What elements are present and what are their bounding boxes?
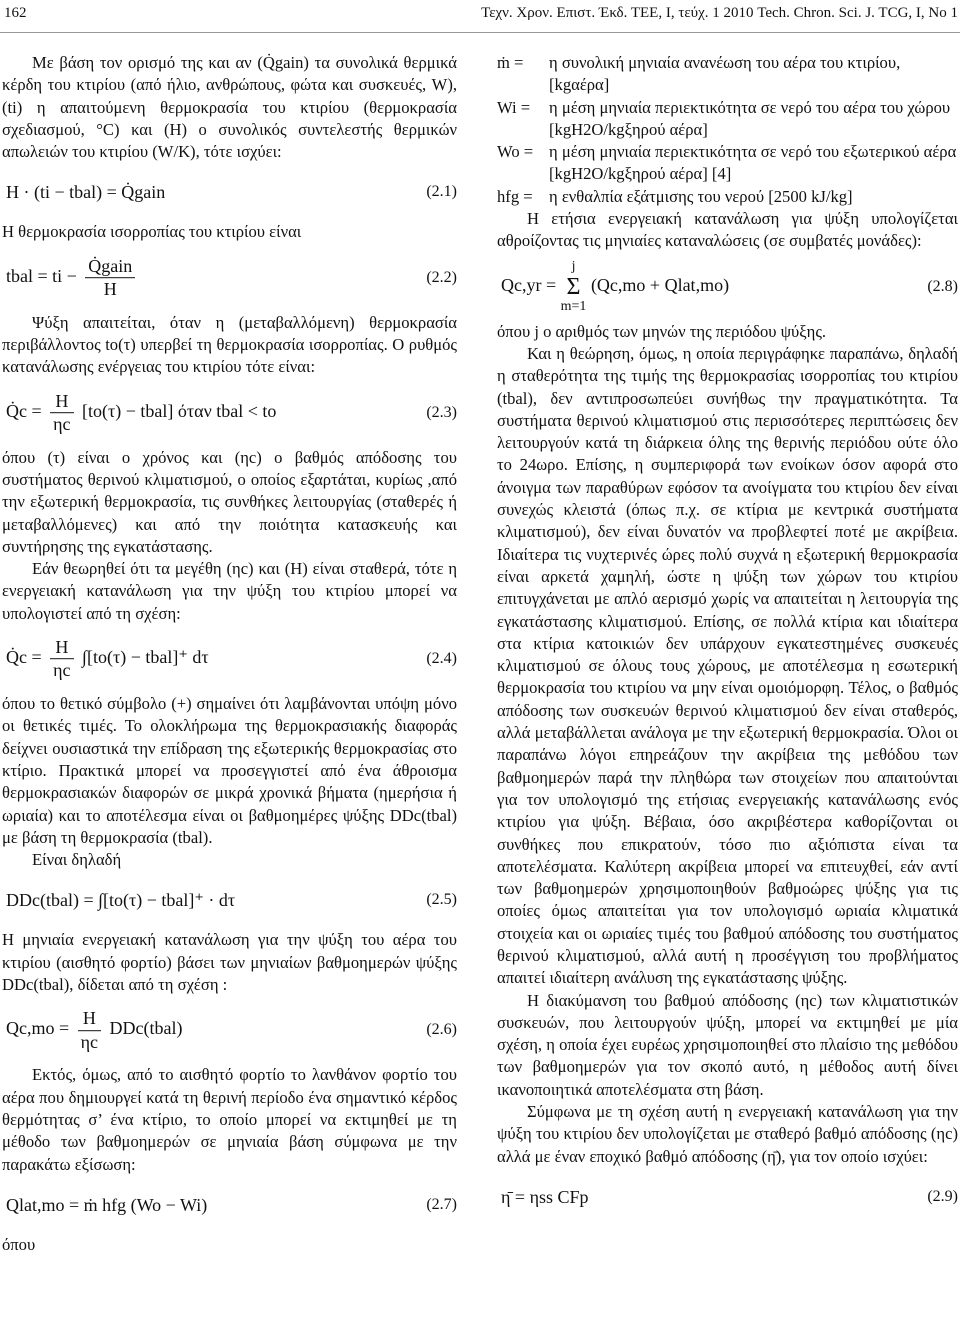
definition-text: η μέση μηνιαία περιεκτικότητα σε νερό του εξωτερικού αέρα [kgH2O/kgξηρού αέρα] [4]: [549, 142, 957, 184]
equation-number: (2.4): [426, 649, 457, 667]
paragraph: Με βάση τον ορισμό της και αν (Q̇gain) τα συνολικά θερμικά κέρδη του κτιρίου (από ήλιο, ανθρώπους, φώτα και συσκευές, W), (ti) η απαιτούμενη θερμοκρασία του κτιρίου (θερμοκρασία σχεδιασμού, °C) και (Η) ο συνολικός συντελεστής θερμικών απωλειών του κτιρίου (W/K), τότε ισχύει:: [2, 53, 457, 162]
summation: [561, 259, 587, 315]
definition-symbol: hfg =: [497, 186, 533, 206]
paragraph: όπου: [2, 1234, 36, 1254]
definition-hfg: [497, 186, 958, 208]
equation-2-5: [2, 877, 457, 923]
equation-2-2: [2, 250, 457, 306]
equation-2-3: [2, 385, 457, 441]
equation-2-8: [497, 259, 958, 315]
definition-wo: [497, 141, 958, 186]
equation-number: (2.7): [426, 1195, 457, 1213]
denominator: ηc: [53, 414, 71, 435]
equation-number: (2.1): [426, 183, 457, 201]
sum-upper: j: [571, 258, 576, 274]
definition-text: η συνολική μηνιαία ανανέωση του αέρα του κτιρίου, [kgαέρα]: [549, 53, 901, 95]
paragraph: Σύμφωνα με τη σχέση αυτή η ενεργειακή κατανάλωση για την ψύξη του κτιρίου δεν υπολογίζεται με σταθερό βαθμό απόδοσης (ηc) αλλά με έναν εποχικό βαθμό απόδοσης (η̄), για τον οποίο ισχύει:: [497, 1102, 958, 1166]
equation-2-1: [2, 169, 457, 215]
equation-lhs: Qc,mo =: [6, 1018, 70, 1039]
denominator: H: [103, 279, 117, 300]
fraction: [50, 636, 73, 682]
paragraph: Εάν θεωρηθεί ότι τα μεγέθη (ηc) και (Η) είναι σταθερά, τότε η ενεργειακή κατανάλωση για την ψύξη του κτιρίου μπορεί να υπολογιστεί από τη σχέση:: [2, 559, 457, 623]
definition-wi: [497, 97, 958, 142]
paragraph: Και η θεώρηση, όμως, η οποία περιγράφηκε παραπάνω, δηλαδή η σταθερότητα της τιμής της θερμοκρασίας ισορροπίας του κτιρίου (tbal), δεν αντιπροσωπεύει συνήθως την πραγματικότητα. Τα συστήματα θερινού κλιματισμού στις περισσότερες περιπτώσεις δεν λειτουργούν κατά τη διάρκεια όλης της θερινής περιόδου ούτε όλο το 24ωρο. Επίσης, η συμπεριφορά των ενοίκων όσον αφορά στο άνοιγμα των παραθύρων εφόσον τα ανοίγματα του κτιρίου δεν είναι συνεχώς κλειστά (όπως π.χ. σε κτίρια με κεντρικά συστήματα κλιματισμού), δεν είναι δυνατόν να προβλεφτεί ποτέ με ακρίβεια. Ιδιαίτερα τις νυχτερινές ώρες πολύ συχνά η εξωτερική θερμοκρασία είναι αρκετά χαμηλή, ώστε η ψύξη των χώρων του κτιρίου επιτυγχάνεται με απλό αερισμό χωρίς να απαιτείται η λειτουργία της εγκατάστασης κλιματισμού. Επίσης, σε πολλά κτίρια και ιδιαίτερα στα κτίρια κατοικιών δεν υπάρχουν εγκατεστημένες συσκευές κλιματισμού σε όλους τους χώρους, με αποτέλεσμα η εσωτερική θερμοκρασία του κτιρίου να μην είναι ομοιόμορφη. Τέλος, ο βαθμός απόδοσης των συσκευών θερινού κλιματισμού δεν είναι σταθερός, αλλά μεταβάλλεται ανάλογα με την εξωτερική θερμοκρασία. Όλοι οι παραπάνω λόγοι επηρεάζουν την ακρίβεια της μεθόδου των βαθμοημερών παρά την πληθώρα των στοιχείων που απαιτούνται για τον υπολογισμό της ετήσιας ενεργειακής κατανάλωσης ενός κτιρίου για ψύξη. Βέβαια, όσο ακριβέστερα καθορίζονται οι συνθήκες που επικρατούν, τόσο πιο αξιόπιστα είναι τα αποτελέσματα. Καλύτερη ακρίβεια μπορεί να επιτευχθεί, εάν αντί των βαθμοημερών χρησιμοποιηθούν βαθμοώρες ψύξης για τις οποίες όμως απαιτείται για τον υπολογισμό ωριαία κλιματικά στοιχεία και οι ωριαίες τιμές του βαθμού απόδοσης του συστήματος θερινού κλιματισμού, αλλά αυτή η προσέγγιση του προβλήματος απαιτεί ιδιαίτερη ανάλυση της εγκατάστασης ψύξης.: [497, 343, 958, 988]
paragraph: Ψύξη απαιτείται, όταν η (μεταβαλλόμενη) θερμοκρασία περιβάλλοντος to(τ) υπερβεί τη θερμοκρασία ισορροπίας. Ο ρυθμός κατανάλωσης ενέργειας του κτιρίου τότε είναι:: [2, 312, 457, 377]
numerator: H: [50, 636, 73, 659]
page-header: [0, 0, 960, 33]
paragraph: όπου (τ) είναι ο χρόνος και (ηc) ο βαθμός απόδοσης του συστήματος θερινού κλιματισμού, ο οποίος εξαρτάται, κυρίως ,από την εξωτερική θερμοκρασία, τις συνθήκες λειτουργίας (σταθερές ή μεταβαλλόμενες) και από την ποιότητα κατασκευής και συντήρησης της εγκατάστασης.: [2, 447, 457, 556]
equation-body: DDc(tbal) = ∫[to(τ) − tbal]⁺ · dτ: [6, 890, 236, 911]
equation-body: Qlat,mo = ṁ hfg (Wo − Wi): [6, 1194, 208, 1215]
equation-2-4: [2, 631, 457, 687]
denominator: ηc: [53, 660, 71, 681]
equation-2-9: [497, 1174, 958, 1220]
numerator: Q̇gain: [85, 255, 135, 278]
definition-symbol: ṁ =: [497, 53, 524, 72]
definition-text: η μέση μηνιαία περιεκτικότητα σε νερό του αέρα του χώρου [kgH2O/kgξηρού αέρα]: [549, 97, 951, 139]
sum-lower: m=1: [560, 298, 587, 314]
definition-text: η ενθαλπία εξάτμισης του νερού [2500 kJ/kg]: [549, 186, 853, 206]
equation-number: (2.2): [426, 268, 457, 286]
equation-rhs: ∫[to(τ) − tbal]⁺ dτ: [82, 647, 209, 668]
equation-2-6: [2, 1002, 457, 1058]
equation-lhs: tbal = ti −: [6, 265, 77, 286]
paragraph: Η ετήσια ενεργειακή κατανάλωση για ψύξη υπολογίζεται αθροίζοντας τις μηνιαίες καταναλώσεις (σε συμβατές μονάδες):: [497, 209, 958, 251]
equation-number: (2.3): [426, 403, 457, 421]
paragraph: Η διακύμανση του βαθμού απόδοσης (ηc) των κλιματιστικών συσκευών, που λειτουργούν ψύξη, μπορεί να εκτιμηθεί με μία σχέση, η οποία έχει ευρέως χρησιμοποιηθεί στο πλαίσιο της μεθόδου των βαθμοημερών για τον σκοπό αυτό, η μέθοδος αυτή δίνει ικανοποιητικά αποτελέσματα στη βάση.: [497, 990, 958, 1099]
equation-number: (2.9): [927, 1187, 958, 1205]
equation-2-7: [2, 1182, 457, 1228]
equation-lhs: Q̇c =: [6, 400, 42, 421]
fraction: [78, 1008, 101, 1054]
equation-number: (2.6): [426, 1021, 457, 1039]
sum-symbol: Σ: [566, 273, 581, 300]
fraction: [85, 255, 135, 301]
definition-symbol: Wi =: [497, 97, 531, 117]
definition-mdot: [497, 52, 958, 97]
journal-reference: Τεχν. Χρον. Επιστ. Έκδ. ΤΕΕ, Ι, τεύχ. 1 2010 Tech. Chron. Sci. J. TCG, I, No 1: [481, 5, 958, 21]
fraction: [50, 390, 73, 436]
paragraph: όπου το θετικό σύμβολο (+) σημαίνει ότι λαμβάνονται υπόψη μόνο οι θετικές τιμές. Το ολοκλήρωμα της θερμοκρασιακής διαφοράς δείχνει ουσιαστικά την επίδραση της εξωτερικής θερμοκρασίας στο κτίριο. Πρακτικά μπορεί να προσεγγιστεί από ένα άθροισμα θερμοκρασιακών διαφορών σε μικρά χρονικά βήματα (ημερήσια ή ωριαία) και το αποτέλεσμα είναι οι βαθμοημέρες ψύξης DDc(tbal) με βάση τη θερμοκρασία (tbal).: [2, 694, 457, 847]
paragraph: Η θερμοκρασία ισορροπίας του κτιρίου είναι: [2, 222, 302, 242]
paragraph: Είναι δηλαδή: [32, 850, 122, 870]
equation-lhs: Qc,yr =: [501, 274, 557, 295]
page-number: 162: [4, 5, 27, 21]
equation-rhs: DDc(tbal): [109, 1018, 183, 1039]
left-column: [2, 52, 457, 1256]
paragraph: Η μηνιαία ενεργειακή κατανάλωση για την ψύξη του αέρα του κτιρίου (αισθητό φορτίο) βάσει των μηνιαίων βαθμοημερών ψύξης DDc(tbal), δίδεται από τη σχέση :: [2, 930, 457, 995]
numerator: H: [78, 1008, 101, 1031]
right-column: [497, 52, 958, 1226]
paragraph: όπου j ο αριθμός των μηνών της περιόδου ψύξης.: [497, 321, 827, 341]
equation-body: Η · (ti − tbal) = Q̇gain: [6, 182, 166, 203]
equation-body: η̄ = ηss CFp: [501, 1186, 589, 1207]
definition-symbol: Wo =: [497, 142, 534, 162]
numerator: H: [50, 390, 73, 413]
equation-number: (2.5): [426, 891, 457, 909]
equation-lhs: Q̇c =: [6, 647, 42, 668]
paragraph: Εκτός, όμως, από το αισθητό φορτίο το λανθάνον φορτίο του αέρα που δημιουργεί κατά τη θερινή περίοδο ένα σημαντικό κέρδος θερμότητας σ’ ένα κτίριο, το οποίο μπορεί να εκτιμηθεί με τη μέθοδο των βαθμοημερών σε μηνιαία βάση σύμφωνα με την παρακάτω εξίσωση:: [2, 1065, 457, 1174]
denominator: ηc: [80, 1031, 99, 1052]
equation-rhs: (Qc,mo + Qlat,mo): [590, 274, 730, 295]
equation-number: (2.8): [927, 277, 958, 295]
equation-rhs: [to(τ) − tbal] όταν tbal < to: [82, 400, 277, 421]
